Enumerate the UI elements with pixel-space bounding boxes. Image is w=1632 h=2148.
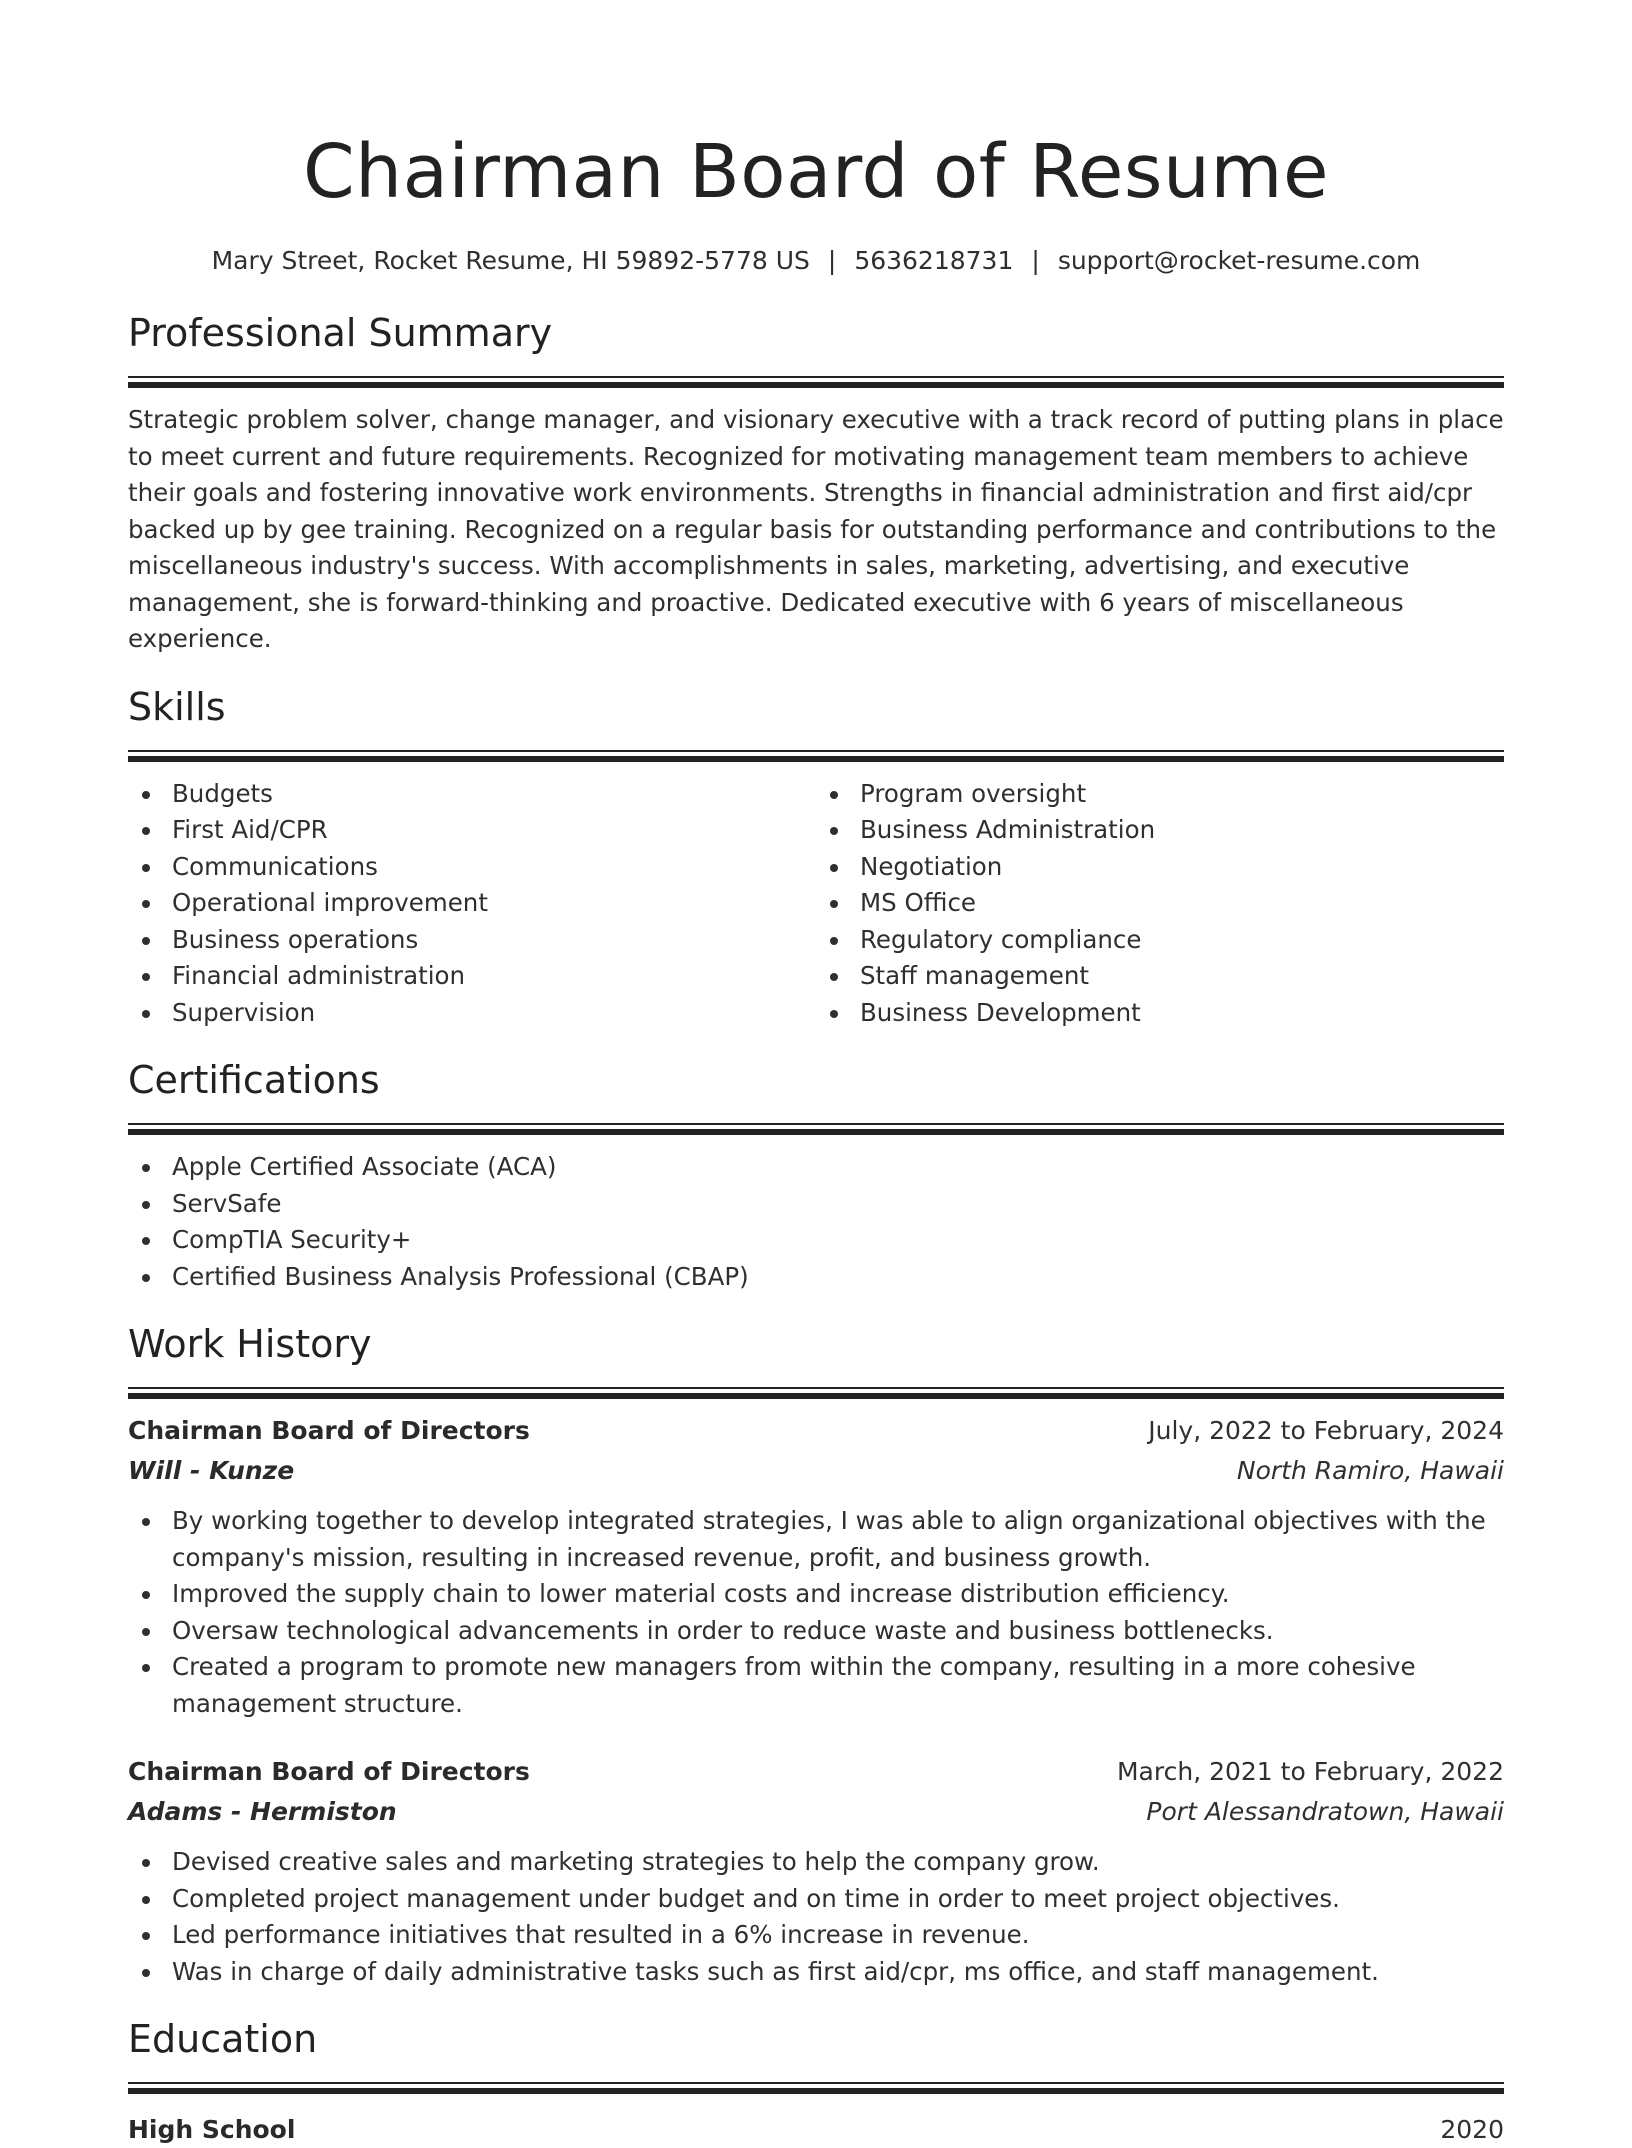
job-bullet: Completed project management under budget and on time in order to meet project objectives. xyxy=(128,1881,1504,1918)
skills-section xyxy=(128,682,1504,1032)
contact-line xyxy=(128,244,1504,278)
skill-item: MS Office xyxy=(816,885,1504,922)
skill-item: Regulatory compliance xyxy=(816,922,1504,959)
contact-address: Mary Street, Rocket Resume, HI 59892-5778 US xyxy=(211,246,810,275)
certification-item: CompTIA Security+ xyxy=(128,1222,1504,1259)
summary-section xyxy=(128,308,1504,658)
certifications-section xyxy=(128,1055,1504,1295)
certification-item: Apple Certified Associate (ACA) xyxy=(128,1149,1504,1186)
job-bullet: By working together to develop integrated strategies, I was able to align organizational objectives with the company's mission, resulting in increased revenue, profit, and business growth. xyxy=(128,1503,1504,1576)
contact-separator: | xyxy=(1031,246,1040,275)
section-divider xyxy=(128,2082,1504,2094)
job-location: Port Alessandratown, Hawaii xyxy=(1146,1797,1504,1826)
education-section xyxy=(128,2014,1504,2148)
education-entry xyxy=(128,2112,1504,2148)
section-divider xyxy=(128,750,1504,762)
section-title-certifications: Certifications xyxy=(128,1058,380,1102)
job-dates: July, 2022 to February, 2024 xyxy=(1148,1416,1504,1445)
section-title-work-history: Work History xyxy=(128,1322,372,1366)
skill-item: Business Development xyxy=(816,995,1504,1032)
contact-separator: | xyxy=(827,246,837,275)
section-divider xyxy=(128,1387,1504,1399)
job-header xyxy=(128,1413,1504,1449)
work-history-section xyxy=(128,1319,1504,1990)
job-bullet: Improved the supply chain to lower material costs and increase distribution efficiency. xyxy=(128,1576,1504,1613)
skill-item: Financial administration xyxy=(128,958,816,995)
section-title-skills: Skills xyxy=(128,684,226,729)
job-bullet: Created a program to promote new managers from within the company, resulting in a more cohesive management structure. xyxy=(128,1649,1504,1722)
contact-email[interactable]: support@rocket-resume.com xyxy=(1057,246,1421,275)
job-location: North Ramiro, Hawaii xyxy=(1236,1456,1504,1485)
certification-item: Certified Business Analysis Professional (CBAP) xyxy=(128,1259,1504,1296)
contact-phone: 5636218731 xyxy=(854,246,1014,275)
job-bullet: Led performance initiatives that resulted in a 6% increase in revenue. xyxy=(128,1917,1504,1954)
section-divider xyxy=(128,376,1504,388)
education-school: High School xyxy=(128,2115,296,2144)
job-subheader xyxy=(128,1453,1504,1489)
skill-item: First Aid/CPR xyxy=(128,812,816,849)
skill-item: Staff management xyxy=(816,958,1504,995)
job-bullets xyxy=(128,1503,1504,1722)
certification-item: ServSafe xyxy=(128,1186,1504,1223)
skills-list-right xyxy=(816,776,1504,1032)
job-dates: March, 2021 to February, 2022 xyxy=(1116,1757,1504,1786)
job-subheader xyxy=(128,1794,1504,1830)
skills-columns xyxy=(128,762,1504,1032)
job-title: Chairman Board of Directors xyxy=(128,1757,530,1786)
skill-item: Operational improvement xyxy=(128,885,816,922)
skill-item: Supervision xyxy=(128,995,816,1032)
summary-text: Strategic problem solver, change manager, and visionary executive with a track record of putting plans in place to meet current and future requirements. Recognized for motivating management team members to achieve their goals and fostering innovative work environments. Strengths in financial administration and first aid/cpr backed up by gee training. Recognized on a regular basis for outstanding performance and contributions to the miscellaneous industry's success. With accomplishments in sales, marketing, advertising, and executive management, she is forward-thinking and proactive. Dedicated executive with 6 years of miscellaneous experience. xyxy=(128,405,1504,653)
certifications-list xyxy=(128,1149,1504,1295)
resume-name: Chairman Board of Resume xyxy=(303,129,1329,215)
job-entry xyxy=(128,1413,1504,1722)
job-header xyxy=(128,1754,1504,1790)
job-entry xyxy=(128,1754,1504,1990)
skill-item: Negotiation xyxy=(816,849,1504,886)
education-year: 2020 xyxy=(1440,2115,1504,2144)
skill-item: Communications xyxy=(128,849,816,886)
skill-item: Program oversight xyxy=(816,776,1504,813)
job-bullets xyxy=(128,1844,1504,1990)
job-bullet: Was in charge of daily administrative tasks such as first aid/cpr, ms office, and staff management. xyxy=(128,1954,1504,1991)
job-title: Chairman Board of Directors xyxy=(128,1416,530,1445)
job-company: Adams - Hermiston xyxy=(128,1797,397,1826)
skill-item: Business Administration xyxy=(816,812,1504,849)
section-title-education: Education xyxy=(128,2017,318,2061)
job-bullet: Oversaw technological advancements in order to reduce waste and business bottlenecks. xyxy=(128,1613,1504,1650)
job-bullet: Devised creative sales and marketing strategies to help the company grow. xyxy=(128,1844,1504,1881)
section-title-summary: Professional Summary xyxy=(128,311,553,355)
skills-list-left xyxy=(128,776,816,1032)
skill-item: Business operations xyxy=(128,922,816,959)
job-company: Will - Kunze xyxy=(128,1456,295,1485)
section-divider xyxy=(128,1123,1504,1135)
skill-item: Budgets xyxy=(128,776,816,813)
